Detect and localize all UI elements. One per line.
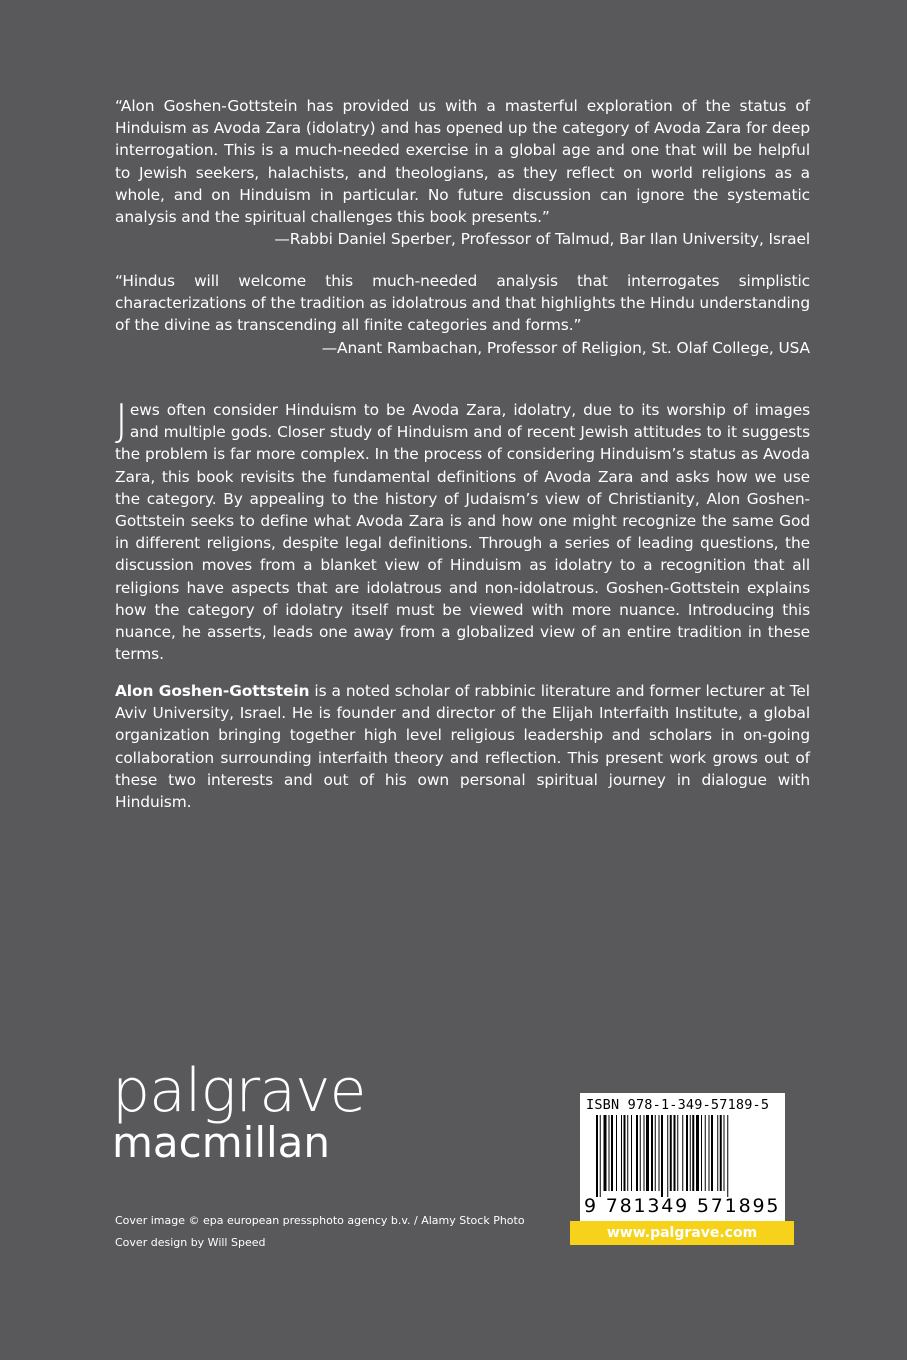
cover-design-credit: Cover design by Will Speed [115,1236,266,1249]
cover-image-credit: Cover image © epa european pressphoto agency b.v. / Alamy Stock Photo [115,1214,525,1227]
barcode-bar [627,1115,628,1191]
isbn-barcode [580,1093,785,1221]
barcode-bar [640,1115,641,1191]
barcode-bar [600,1115,601,1197]
barcode-bar [596,1115,598,1197]
barcode-bar [611,1115,613,1191]
cover-credits [115,1210,525,1254]
publisher-logo-line-2: macmillan [112,1118,331,1167]
publisher-logo-line-1: palgrave [112,1056,366,1126]
quote-2-text: “Hindus will welcome this much-needed analysis that interrogates simplistic characterizations of the tradition as idolatrous and that highlights the Hindu understanding of the divine as transcending all finite categories and forms.” [115,272,811,335]
barcode-bar [724,1115,725,1191]
barcode-bar [609,1115,610,1191]
barcode-bar [670,1115,672,1191]
barcode-bar [661,1115,663,1197]
book-description [115,395,810,665]
endorsement-quote-2 [115,270,810,359]
quote-2-attribution: —Anant Rambachan, Professor of Religion, St. Olaf College, USA [321,338,810,357]
description-text: ews often consider Hinduism to be Avoda Zara, idolatry, due to its worship of images and multiple gods. Closer study of Hinduism and of recent Jewish attitudes to it suggests the problem is far more complex. In the process of considering Hinduism’s status as Avoda Zara, this book revisits the fundamental definitions of Avoda Zara and asks how we use the category. By appealing to the history of Judaism’s view of Christianity, Alon Goshen-Gottstein seeks to define what Avoda Zara is and how one might recognize the same God in different religions, despite legal definitions. Through a series of leading questions, the discussion moves from a blanket view of Hinduism as idolatry to a recognition that all religions have aspects that are idolatrous and non-idolatrous. Goshen-Gottstein explains how the category of idolatry itself must be viewed with more nuance. Introducing this nuance, he asserts, leads one away from a globalized view of an entire tradition in these terms. [115,401,810,664]
barcode-bar [727,1115,728,1197]
barcode-digits: 9 781349 571895 [584,1195,781,1217]
publisher-logo [112,1058,365,1168]
barcode-bar [644,1115,645,1191]
quote-1-attribution: —Rabbi Daniel Sperber, Professor of Talmud, Bar Ilan University, Israel [274,230,810,249]
barcode-bar [624,1115,626,1191]
barcode-bar [692,1115,694,1191]
barcode-bar [686,1115,688,1191]
barcode-bar [604,1115,607,1191]
barcode-bar [659,1115,660,1191]
barcode-bar [616,1115,617,1191]
barcode-bar [631,1115,632,1191]
publisher-website[interactable]: www.palgrave.com [570,1221,794,1245]
barcode-bar [646,1115,649,1191]
barcode-bars [580,1115,785,1197]
barcode-bar [651,1115,653,1191]
endorsement-quote-1 [115,95,810,250]
barcode-bar [621,1115,622,1191]
barcode-bar [705,1115,706,1191]
author-bio [115,680,810,813]
barcode-bar [717,1115,718,1191]
barcode-bar [677,1115,678,1191]
barcode-bar [674,1115,676,1191]
isbn-label: ISBN 978-1-349-57189-5 [586,1097,770,1113]
barcode-bar [696,1115,699,1191]
barcode-bar [709,1115,710,1191]
author-bio-text: is a noted scholar of rabbinic literature and former lecturer at Tel Aviv University, Israel. He is founder and director of the Elijah Interfaith Institute, a global organization bringing together high level religious leadership and scholars in on-going collaboration surrounding interfaith theory and reflection. This present work grows out of these two interests and out of his own personal spiritual journey in dialogue with Hinduism. [115,682,810,812]
author-name: Alon Goshen-Gottstein [115,682,310,700]
barcode-bar [667,1115,668,1197]
barcode-bar [720,1115,722,1191]
barcode-bar [701,1115,702,1191]
quote-1-text: “Alon Goshen-Gottstein has provided us with a masterful exploration of the status of Hinduism as Avoda Zara (idolatry) and has opened up the category of Avoda Zara for deep interrogation. This is a much-needed exercise in a global age and one that will be helpful to Jewish seekers, halachists, and theologians, as they reflect on world religions as a whole, and on Hinduism in particular. No future discussion can ignore the systematic analysis and the spiritual challenges this book presents.” [115,97,810,227]
drop-cap: J [115,395,128,446]
barcode-bar [682,1115,683,1191]
barcode-bar [655,1115,656,1191]
barcode-bar [636,1115,638,1191]
barcode-bar [690,1115,691,1191]
barcode-bar [711,1115,713,1191]
